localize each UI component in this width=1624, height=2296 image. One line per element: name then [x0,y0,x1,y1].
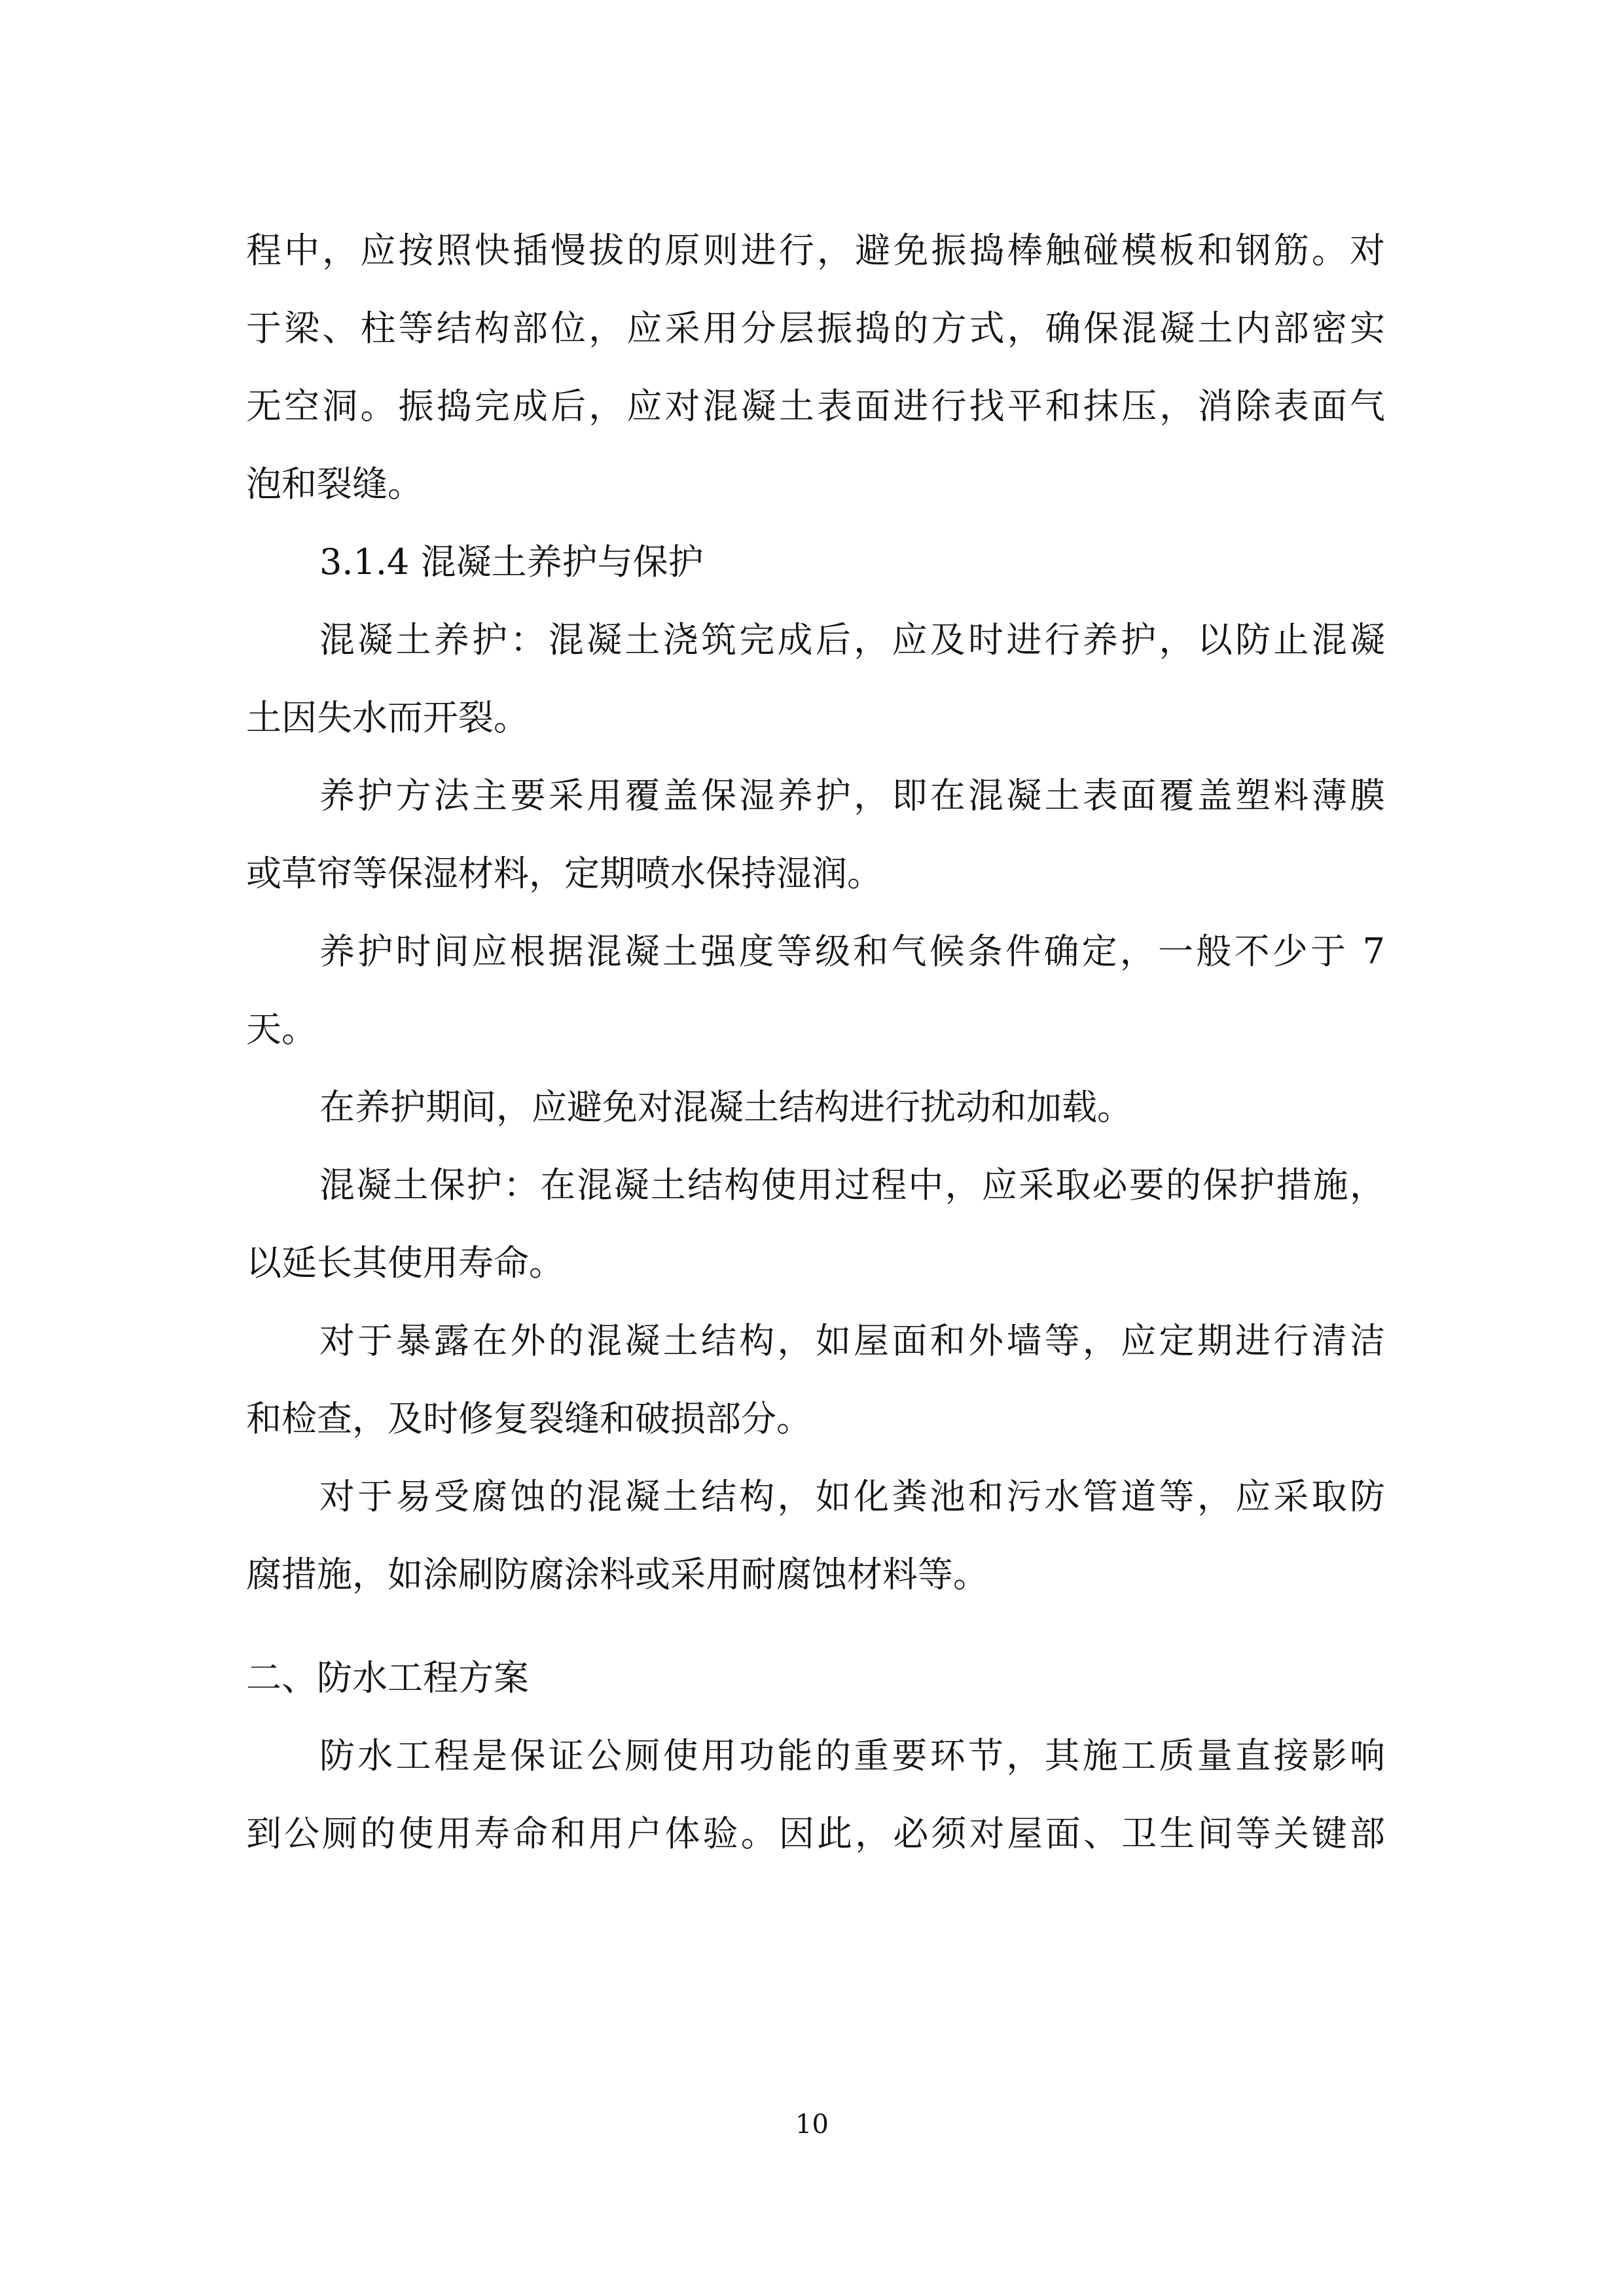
body-text-line: 或草帘等保湿材料，定期喷水保持湿润。 [246,853,882,894]
body-text-line: 泡和裂缝。 [246,463,423,505]
body-text-line: 对于暴露在外的混凝土结构，如屋面和外墙等，应定期进行清洁 [319,1320,1385,1361]
body-text-line: 对于易受腐蚀的混凝土结构，如化粪池和污水管道等，应采取防 [319,1476,1385,1517]
body-text-line: 腐措施，如涂刷防腐涂料或采用耐腐蚀材料等。 [246,1554,988,1595]
body-text-line: 到公厕的使用寿命和用户体验。因此，必须对屋面、卫生间等关键部 [246,1813,1385,1854]
body-text-line: 防水工程是保证公厕使用功能的重要环节，其施工质量直接影响 [319,1735,1385,1776]
body-text-line: 以延长其使用寿命。 [246,1242,564,1283]
body-text-line: 于梁、柱等结构部位，应采用分层振捣的方式，确保混凝土内部密实 [246,308,1385,349]
body-text-line: 和检查，及时修复裂缝和破损部分。 [246,1398,812,1439]
body-text-line: 程中，应按照快插慢拔的原则进行，避免振捣棒触碰模板和钢筋。对 [246,230,1385,271]
page-number: 10 [795,2109,829,2140]
body-text-line: 混凝土养护：混凝土浇筑完成后，应及时进行养护，以防止混凝 [319,619,1385,660]
body-text-line: 养护时间应根据混凝土强度等级和气候条件确定，一般不少于 7 [319,931,1385,972]
body-text-line: 混凝土保护：在混凝土结构使用过程中，应采取必要的保护措施， [319,1164,1385,1206]
body-text-line: 在养护期间，应避免对混凝土结构进行扰动和加载。 [319,1086,1132,1128]
body-text-line: 天。 [246,1009,317,1050]
body-text-line: 无空洞。振捣完成后，应对混凝土表面进行找平和抹压，消除表面气 [246,386,1385,427]
body-text-line: 养护方法主要采用覆盖保湿养护，即在混凝土表面覆盖塑料薄膜 [319,775,1385,816]
section-heading: 3.1.4 混凝土养护与保护 [319,541,704,583]
chapter-heading: 二、防水工程方案 [246,1657,529,1698]
body-text-line: 土因失水而开裂。 [246,697,529,738]
